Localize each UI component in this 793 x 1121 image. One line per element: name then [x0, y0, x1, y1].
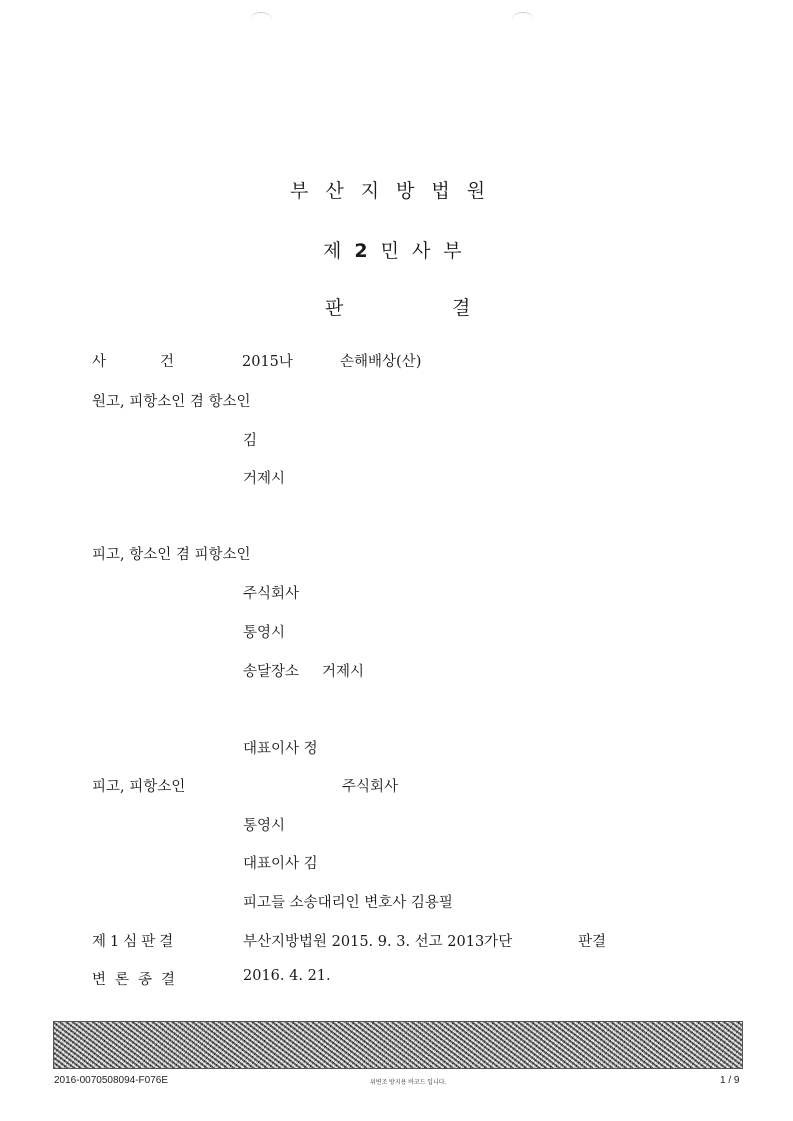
page-number: 1 / 9 — [720, 1075, 740, 1086]
department-suffix: 민사부 — [380, 240, 475, 262]
case-label-first: 사 — [92, 354, 107, 370]
judgment-title-second: 결 — [452, 297, 471, 319]
defendant2-role: 피고, 피항소인 — [92, 779, 186, 795]
defendant1-service-address: 거제시 — [322, 664, 365, 680]
punch-hole-right — [512, 12, 534, 27]
defendant1-company: 주식회사 — [243, 586, 300, 602]
punch-hole-left — [250, 12, 272, 27]
defendant1-service-label: 송달장소 — [243, 664, 300, 680]
defendant1-ceo: 대표이사 정 — [243, 741, 318, 757]
defendant2-address: 통영시 — [243, 818, 286, 834]
judgment-title-first: 판 — [325, 297, 344, 319]
defendant1-role: 피고, 항소인 겸 피항소인 — [92, 547, 251, 563]
plaintiff-address: 거제시 — [243, 471, 286, 487]
first-instance-value: 부산지방법원 2015. 9. 3. 선고 2013가단 — [243, 934, 513, 950]
closing-label: 변론종결 — [92, 972, 185, 988]
case-label-second: 건 — [160, 354, 175, 370]
defendant1-address: 통영시 — [243, 625, 286, 641]
plaintiff-role: 원고, 피항소인 겸 항소인 — [92, 394, 251, 410]
department-prefix: 제 — [323, 240, 355, 262]
barcode-notice: 위변조 방지용 바코드 입니다. — [370, 1080, 447, 1086]
document-id: 2016-0070508094-F076E — [54, 1075, 168, 1086]
defendant2-company: 주식회사 — [342, 779, 399, 795]
plaintiff-name: 김 — [243, 433, 258, 449]
attorney-line: 피고들 소송대리인 변호사 김용필 — [243, 895, 453, 911]
court-name: 부산지방법원 — [290, 180, 503, 202]
closing-value: 2016. 4. 21. — [243, 968, 331, 984]
anti-forgery-barcode — [53, 1021, 743, 1069]
first-instance-label: 제1심판결 — [92, 934, 178, 950]
case-number: 2015나 — [242, 354, 293, 370]
defendant2-ceo: 대표이사 김 — [243, 856, 318, 872]
department-number: 2 — [354, 240, 381, 262]
case-name: 손해배상(산) — [340, 354, 422, 370]
first-instance-suffix: 판결 — [578, 934, 607, 950]
department-title — [323, 236, 475, 263]
